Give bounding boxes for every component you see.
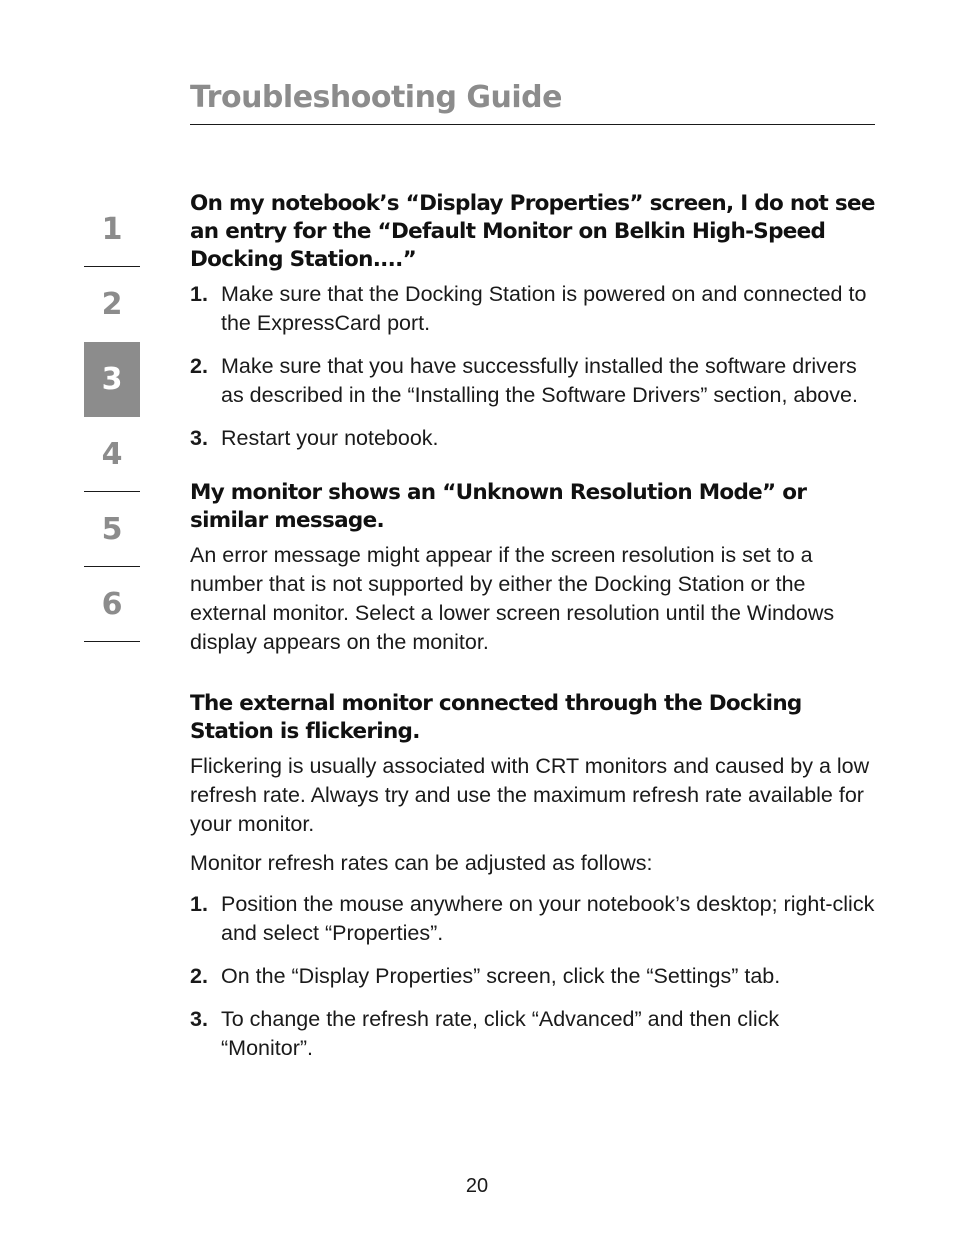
section-heading: My monitor shows an “Unknown Resolution Mode” or similar message. bbox=[190, 480, 807, 533]
step-text: Make sure that the Docking Station is powered on and connected to the ExpressCard port. bbox=[221, 282, 867, 335]
title-divider bbox=[190, 124, 875, 125]
chapter-tab-label: 3 bbox=[101, 362, 123, 397]
section-display-properties bbox=[190, 190, 875, 453]
list-item bbox=[190, 890, 875, 948]
main-content bbox=[190, 190, 875, 1077]
chapter-nav bbox=[84, 192, 140, 642]
section-heading: On my notebook’s “Display Properties” screen, I do not see an entry for the “Default Monitor on Belkin High-Speed Docking Station....” bbox=[190, 191, 875, 272]
step-text: To change the refresh rate, click “Advanced” and then click “Monitor”. bbox=[221, 1007, 780, 1060]
steps-list bbox=[190, 890, 875, 1063]
section-heading: The external monitor connected through the Docking Station is flickering. bbox=[190, 691, 802, 744]
page-title: Troubleshooting Guide bbox=[190, 80, 562, 115]
chapter-tab-label: 4 bbox=[101, 436, 123, 472]
chapter-tab-label: 1 bbox=[101, 211, 123, 247]
list-item bbox=[190, 962, 875, 991]
step-number: 2. bbox=[190, 354, 208, 378]
step-text: On the “Display Properties” screen, click the “Settings” tab. bbox=[221, 964, 781, 988]
chapter-tab-5[interactable] bbox=[84, 492, 140, 567]
chapter-tab-label: 6 bbox=[101, 586, 123, 622]
section-flickering bbox=[190, 690, 875, 1063]
chapter-tab-6[interactable] bbox=[84, 567, 140, 642]
chapter-tab-3[interactable] bbox=[84, 342, 140, 417]
section-intro: Monitor refresh rates can be adjusted as follows: bbox=[190, 851, 653, 875]
list-item bbox=[190, 424, 875, 453]
chapter-tab-label: 2 bbox=[101, 287, 123, 322]
step-number: 1. bbox=[190, 282, 208, 306]
step-text: Make sure that you have successfully installed the software drivers as described in the “Installing the Software Drivers” section, above. bbox=[221, 354, 858, 407]
step-number: 3. bbox=[190, 1007, 208, 1031]
chapter-tab-1[interactable] bbox=[84, 192, 140, 267]
chapter-tab-4[interactable] bbox=[84, 417, 140, 492]
step-number: 2. bbox=[190, 964, 208, 988]
page-number: 20 bbox=[465, 1175, 489, 1197]
step-number: 3. bbox=[190, 426, 208, 450]
list-item bbox=[190, 280, 875, 338]
chapter-tab-label: 5 bbox=[101, 511, 123, 547]
step-text: Restart your notebook. bbox=[221, 426, 439, 450]
steps-list bbox=[190, 280, 875, 453]
step-text: Position the mouse anywhere on your notebook’s desktop; right-click and select “Properties”. bbox=[221, 892, 875, 945]
chapter-tab-2[interactable] bbox=[84, 267, 140, 342]
section-body: Flickering is usually associated with CRT monitors and caused by a low refresh rate. Always try and use the maximum refresh rate available for your monitor. bbox=[190, 754, 870, 836]
section-body: An error message might appear if the screen resolution is set to a number that is not supported by either the Docking Station or the external monitor. Select a lower screen resolution until the Windows display appears on the monitor. bbox=[190, 543, 835, 654]
step-number: 1. bbox=[190, 892, 208, 916]
section-unknown-resolution bbox=[190, 479, 875, 657]
list-item bbox=[190, 352, 875, 410]
list-item bbox=[190, 1005, 875, 1063]
